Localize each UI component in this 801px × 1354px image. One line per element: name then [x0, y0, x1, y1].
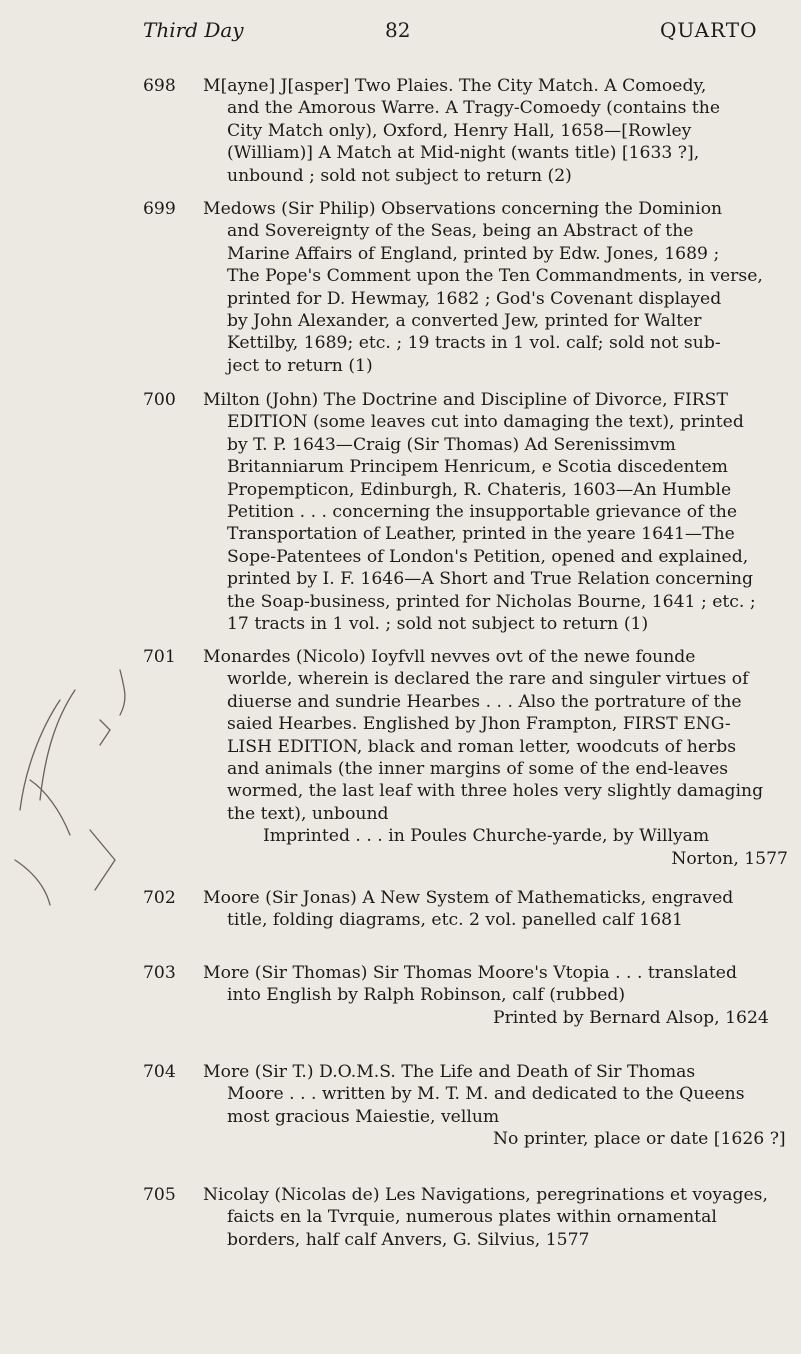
entry-line: by T. P. 1643—Craig (Sir Thomas) Ad Serenissimvm — [227, 434, 676, 455]
entry-line: M[ayne] J[asper] Two Plaies. The City Match. A Comoedy, — [203, 76, 707, 96]
lot-number: 704 — [143, 1062, 176, 1082]
entry-line: the text), unbound — [227, 803, 389, 824]
entry-line: Moore . . . written by M. T. M. and dedicated to the Queens — [227, 1084, 745, 1105]
entry-line: diuerse and sundrie Hearbes . . . Also the portrature of the — [227, 691, 742, 712]
entry-line: into English by Ralph Robinson, calf (rubbed) — [227, 985, 626, 1006]
header-day: Third Day — [143, 18, 244, 42]
entry-line: Marine Affairs of England, printed by Edw. Jones, 1689 ; — [227, 243, 720, 264]
entry-line: borders, half calf Anvers, G. Silvius, 1577 — [227, 1229, 590, 1250]
entry-line: by John Alexander, a converted Jew, printed for Walter — [227, 311, 702, 332]
pencil-margin-marks — [0, 660, 140, 920]
entry-line: EDITION (some leaves cut into damaging the text), printed — [227, 412, 744, 433]
entry-line: Petition . . . concerning the insupportable grievance of the — [227, 502, 738, 523]
entry-line: No printer, place or date [1626 ?] — [493, 1129, 786, 1150]
lot-number: 699 — [143, 199, 176, 219]
lot-number: 702 — [143, 888, 176, 908]
entry-line: saied Hearbes. Englished by Jhon Frampton, FIRST ENG- — [227, 714, 731, 735]
entry-line: and Sovereignty of the Seas, being an Abstract of the — [227, 221, 694, 242]
lot-number: 705 — [143, 1185, 176, 1205]
lot-number: 701 — [143, 647, 176, 667]
entry-line: Imprinted . . . in Poules Churche-yarde, by Willyam — [263, 826, 710, 847]
entry-line: the Soap-business, printed for Nicholas Bourne, 1641 ; etc. ; — [227, 591, 756, 612]
entry-line: Nicolay (Nicolas de) Les Navigations, peregrinations et voyages, — [203, 1185, 768, 1205]
entry-line: wormed, the last leaf with three holes very slightly damaging — [227, 781, 764, 802]
entry-line: LISH EDITION, black and roman letter, woodcuts of herbs — [227, 736, 737, 757]
entry-line: and the Amorous Warre. A Tragy-Comoedy (contains the — [227, 98, 721, 119]
entry-line: Kettilby, 1689; etc. ; 19 tracts in 1 vol. calf; sold not sub- — [227, 333, 721, 354]
entry-line: unbound ; sold not subject to return (2) — [227, 165, 572, 186]
page-number: 82 — [385, 18, 411, 42]
entry-line: ject to return (1) — [227, 355, 373, 376]
entry-line: printed by I. F. 1646—A Short and True Relation concerning — [227, 569, 753, 590]
entry-line: printed for D. Hewmay, 1682 ; God's Covenant displayed — [227, 288, 722, 309]
entry-line: Medows (Sir Philip) Observations concerning the Dominion — [203, 199, 723, 219]
entry-line: Printed by Bernard Alsop, 1624 — [493, 1007, 769, 1028]
entry-line: Moore (Sir Jonas) A New System of Mathematicks, engraved — [203, 888, 734, 908]
entry-line: Propempticon, Edinburgh, R. Chateris, 1603—An Humble — [227, 479, 732, 500]
lot-number: 700 — [143, 390, 176, 410]
entry-line: City Match only), Oxford, Henry Hall, 1658—[Rowley — [227, 120, 692, 141]
entry-line: More (Sir T.) D.O.M.S. The Life and Death of Sir Thomas — [203, 1062, 696, 1082]
entry-line: 17 tracts in 1 vol. ; sold not subject to return (1) — [227, 614, 649, 635]
pencil-scribble-icon — [0, 660, 140, 920]
header-format: QUARTO — [660, 18, 758, 42]
page-header — [0, 18, 801, 52]
entry-line: Britanniarum Principem Henricum, e Scotia discedentem — [227, 457, 728, 478]
entry-line: Sope-Patentees of London's Petition, opened and explained, — [227, 546, 749, 567]
entry-line: most gracious Maiestie, vellum — [227, 1106, 500, 1127]
entry-line: Norton, 1577 — [671, 848, 788, 869]
lot-number: 703 — [143, 963, 176, 983]
entry-line: Monardes (Nicolo) Ioyfvll nevves ovt of the newe founde — [203, 647, 696, 667]
entry-line: title, folding diagrams, etc. 2 vol. panelled calf 1681 — [227, 910, 683, 931]
entry-line: The Pope's Comment upon the Ten Commandments, in verse, — [227, 266, 763, 287]
entry-line: worlde, wherein is declared the rare and singuler virtues of — [227, 669, 749, 690]
entry-line: More (Sir Thomas) Sir Thomas Moore's Vtopia . . . translated — [203, 963, 737, 983]
entry-line: faicts en la Tvrquie, numerous plates within ornamental — [227, 1207, 717, 1228]
entry-line: and animals (the inner margins of some of the end-leaves — [227, 759, 729, 780]
entry-line: Milton (John) The Doctrine and Discipline of Divorce, FIRST — [203, 390, 728, 410]
entry-line: Transportation of Leather, printed in the yeare 1641—The — [227, 524, 735, 545]
entry-line: (William)] A Match at Mid-night (wants title) [1633 ?], — [227, 143, 700, 164]
lot-number: 698 — [143, 76, 176, 96]
